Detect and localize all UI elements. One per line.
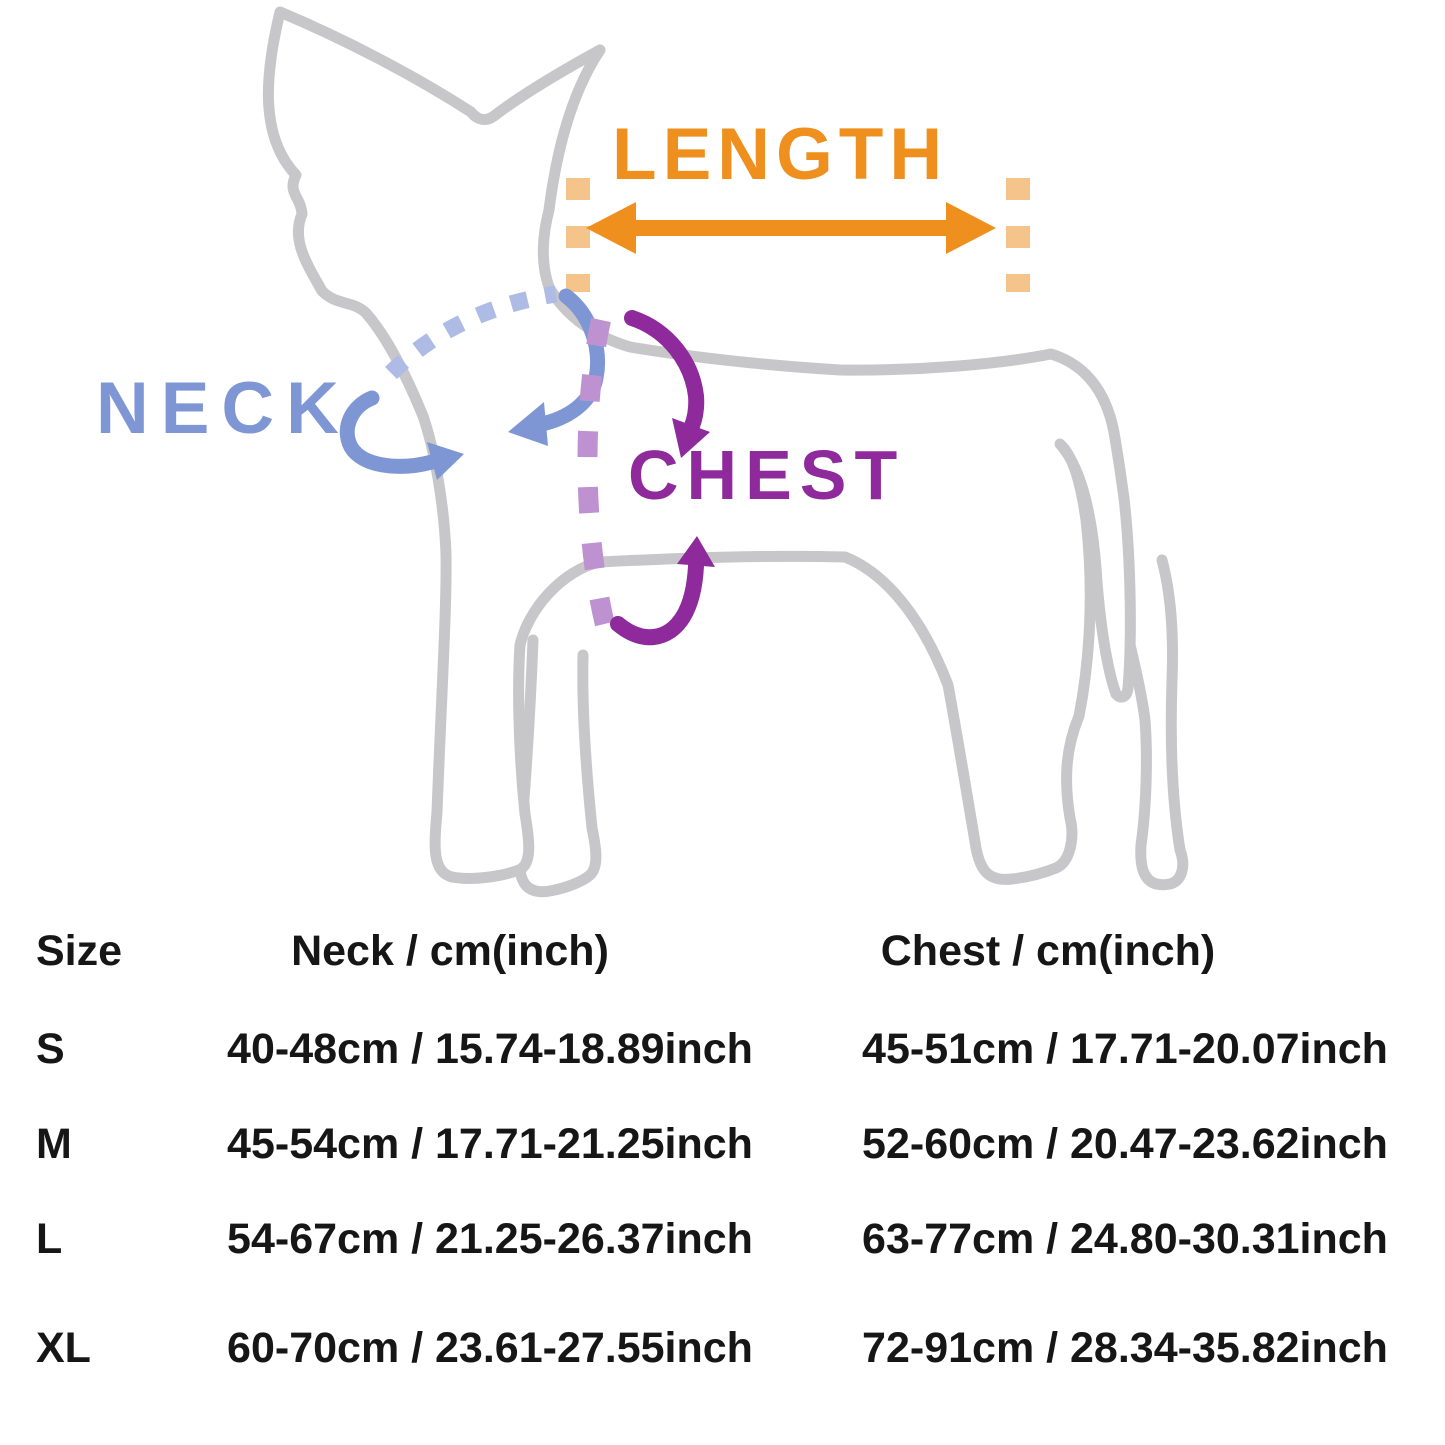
chest-cell: 52-60cm / 20.47-23.62inch bbox=[862, 1120, 1388, 1168]
size-cell: M bbox=[36, 1120, 72, 1168]
size-cell: L bbox=[36, 1215, 63, 1263]
table-row-m bbox=[0, 1119, 1445, 1179]
neck-cell: 54-67cm / 21.25-26.37inch bbox=[227, 1215, 753, 1263]
neck-cell: 60-70cm / 23.61-27.55inch bbox=[227, 1324, 753, 1372]
neck-header-cell: Neck / cm(inch) bbox=[291, 927, 609, 975]
table-row-l bbox=[0, 1214, 1445, 1274]
chest-label: CHEST bbox=[628, 436, 906, 514]
neck-cell: 45-54cm / 17.71-21.25inch bbox=[227, 1120, 753, 1168]
size-cell: S bbox=[36, 1025, 65, 1073]
table-row-xl bbox=[0, 1323, 1445, 1383]
size-header-cell: Size bbox=[36, 927, 123, 975]
neck-label: NECK bbox=[96, 368, 351, 449]
size-cell: XL bbox=[36, 1324, 91, 1372]
length-label: LENGTH bbox=[612, 114, 949, 195]
chest-arrow-bottom bbox=[618, 566, 696, 637]
chest-header-cell: Chest / cm(inch) bbox=[880, 927, 1216, 975]
chest-cell: 63-77cm / 24.80-30.31inch bbox=[862, 1215, 1388, 1263]
table-header-row bbox=[0, 926, 1445, 986]
chest-cell: 72-91cm / 28.34-35.82inch bbox=[862, 1324, 1388, 1372]
neck-cell: 40-48cm / 15.74-18.89inch bbox=[227, 1025, 753, 1073]
table-row-s bbox=[0, 1024, 1445, 1084]
chest-cell: 45-51cm / 17.71-20.07inch bbox=[862, 1025, 1388, 1073]
